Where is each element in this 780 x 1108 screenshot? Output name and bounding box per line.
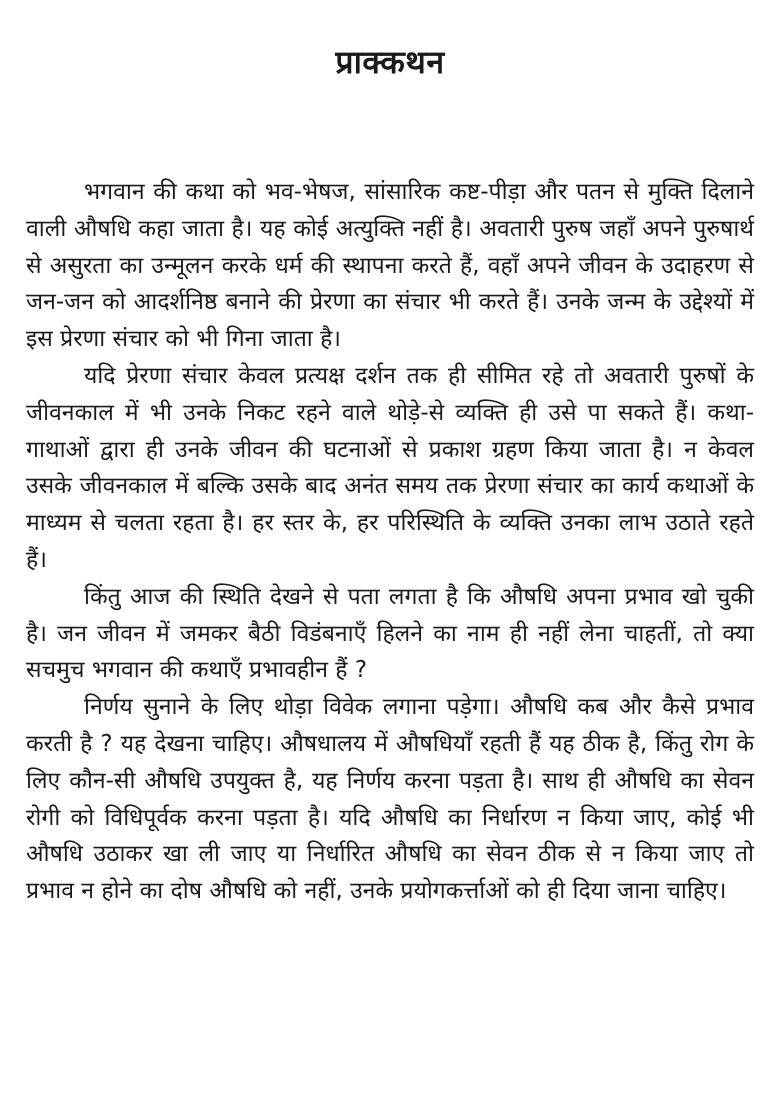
paragraph-3: किंतु आज की स्थिति देखने से पता लगता है कि औषधि अपना प्रभाव खो चुकी है। जन जीवन में जमकर बैठी विडंबनाएँ हिलने का नाम ही नहीं लेना चाहतीं, तो क्या सचमुच भगवान की कथाएँ प्रभावहीन हैं ? — [26, 583, 754, 684]
page-title: प्राक्कथन — [335, 43, 445, 81]
paragraph-2: यदि प्रेरणा संचार केवल प्रत्यक्ष दर्शन तक ही सीमित रहे तो अवतारी पुरुषों के जीवनकाल में भी उनके निकट रहने वाले थोड़े-से व्यक्ति ही उसे पा सकते हैं। कथा-गाथाओं द्वारा ही उनके जीवन की घटनाओं से प्रकाश ग्रहण किया जाता है। न केवल उसके जीवनकाल में बल्कि उसके बाद अनंत समय तक प्रेरणा संचार का कार्य कथाओं के माध्यम से चलता रहता है। हर स्तर के, हर परिस्थिति के व्यक्ति उनका लाभ उठाते रहते हैं। — [26, 362, 754, 573]
paragraph-1: भगवान की कथा को भव-भेषज, सांसारिक कष्ट-पीड़ा और पतन से मुक्ति दिलाने वाली औषधि कहा जाता है। यह कोई अत्युक्ति नहीं है। अवतारी पुरुष जहाँ अपने पुरुषार्थ से असुरता का उन्मूलन करके धर्म की स्थापना करते हैं, वहाँ अपने जीवन के उदाहरण से जन-जन को आदर्शनिष्ठ बनाने की प्रेरणा का संचार भी करते हैं। उनके जन्म के उद्देश्यों में इस प्रेरणा संचार को भी गिना जाता है। — [26, 179, 754, 353]
paragraph-4: निर्णय सुनाने के लिए थोड़ा विवेक लगाना पड़ेगा। औषधि कब और कैसे प्रभाव करती है ? यह देखना चाहिए। औषधालय में औषधियाँ रहती हैं यह ठीक है, किंतु रोग के लिए कौन-सी औषधि उपयुक्त है, यह निर्णय करना पड़ता है। साथ ही औषधि का सेवन रोगी को विधिपूर्वक करना पड़ता है। यदि औषधि का निर्धारण न किया जाए, कोई भी औषधि उठाकर खा ली जाए या निर्धारित औषधि का सेवन ठीक से न किया जाए तो प्रभाव न होने का दोष औषधि को नहीं, उनके प्रयोगकर्त्ताओं को ही दिया जाना चाहिए। — [26, 694, 754, 905]
